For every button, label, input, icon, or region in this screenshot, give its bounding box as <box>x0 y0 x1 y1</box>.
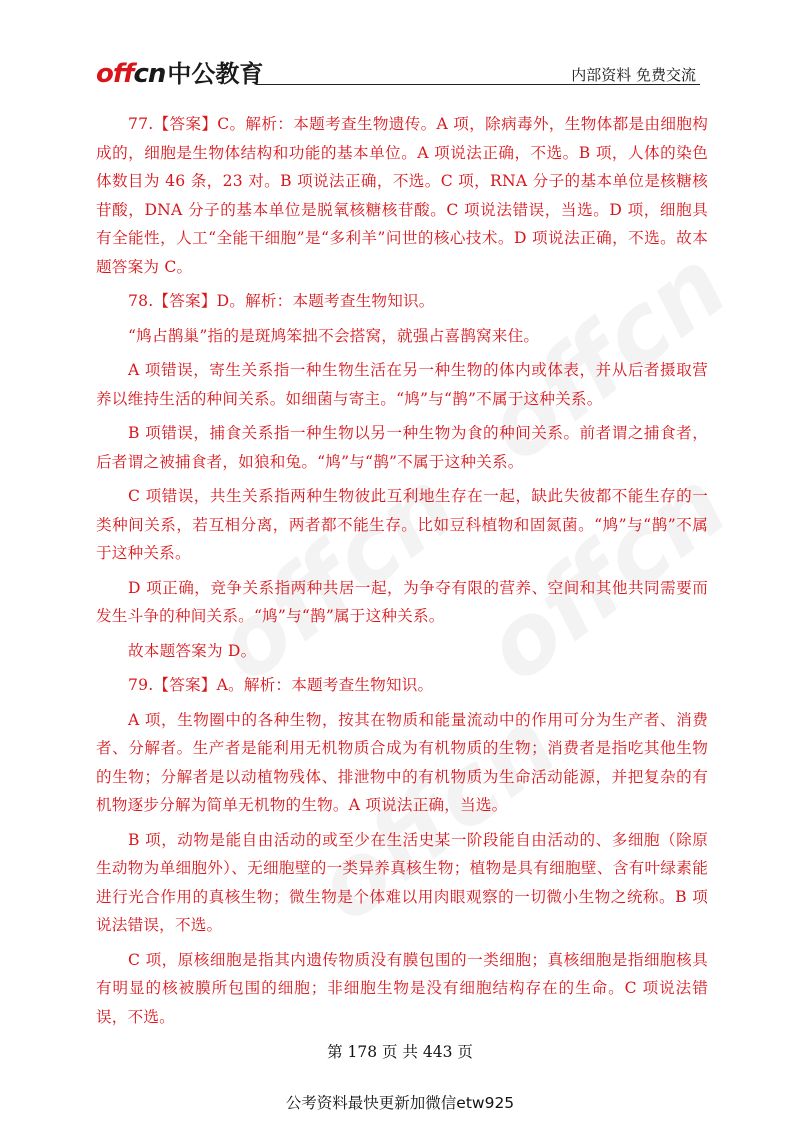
header-note: 内部资料 免费交流 <box>571 66 696 84</box>
page-header <box>96 54 700 88</box>
paragraph-79-option-c: C 项，原核细胞是指其内遗传物质没有膜包围的一类细胞；真核细胞是指细胞核具有明显的核被膜所包围的细胞；非细胞生物是没有细胞结构存在的生命。C 项说法错误，不选。 <box>96 950 708 1026</box>
logo-chinese: 中公教育 <box>167 60 264 88</box>
logo-latin: offcn <box>96 59 166 89</box>
paragraph-79-answer: 79.【答案】A。解析：本题考查生物知识。 <box>128 676 434 694</box>
paragraph-78-option-c: C 项错误，共生关系指两种生物彼此互利地生存在一起，缺此失彼都不能生存的一类种间关系，若互相分离，两者都不能生存。比如豆科植物和固氮菌。“鸠”与“鹊”不属于这种关系。 <box>96 487 708 562</box>
paragraph-78-option-a: A 项错误，寄生关系指一种生物生活在另一种生物的体内或体表，并从后者摄取营养以维持生活的种间关系。如细菌与寄主。“鸠”与“鹊”不属于这种关系。 <box>96 361 708 408</box>
paragraph-77-answer: 77.【答案】C。解析：本题考查生物遗传。A 项，除病毒外，生物体都是由细胞构成的，细胞是生物体结构和功能的基本单位。A 项说法正确，不选。B 项，人体的染色体数目为 46 条，23 对。B 项说法正确，不选。C 项，RNA 分子的基本单位是核糖核苷酸，DNA 分子的基本单位是脱氧核糖核苷酸。C 项说法错误，当选。D 项，细胞具有全能性，人工“全能干细胞”是“多利羊”问世的核心技术。D 项说法正确，不选。故本题答案为 C。 <box>96 115 708 276</box>
paragraph-78-idiom: “鸠占鹊巢”指的是斑鸠笨拙不会搭窝，就强占喜鹊窝来住。 <box>128 326 540 345</box>
paragraph-78-conclusion: 故本题答案为 D。 <box>128 641 257 660</box>
paragraph-78-option-d: D 项正确，竞争关系指两种共居一起，为争夺有限的营养、空间和其他共同需要而发生斗争的种间关系。“鸠”与“鹊”属于这种关系。 <box>96 578 708 625</box>
answer-content <box>96 110 708 1037</box>
paragraph-78-option-b: B 项错误，捕食关系指一种生物以另一种生物为食的种间关系。前者谓之捕食者，后者谓之被捕食者，如狼和兔。“鸠”与“鹊”不属于这种关系。 <box>96 424 708 471</box>
paragraph-79-option-b: B 项，动物是能自由活动的或至少在生活史某一阶段能自由活动的、多细胞（除原生动物为单细胞外）、无细胞壁的一类异养真核生物；植物是具有细胞壁、含有叶绿素能进行光合作用的真核生物；微生物是个体难以用肉眼观察的一切微小生物之统称。B 项说法错误，不选。 <box>96 830 708 934</box>
paragraph-79-option-a: A 项，生物圈中的各种生物，按其在物质和能量流动中的作用可分为生产者、消费者、分解者。生产者是能利用无机物质合成为有机物质的生物；消费者是指吃其他生物的生物；分解者是以动植物残体、排泄物中的有机物质为生命活动能源，并把复杂的有机物逐步分解为简单无机物的生物。A 项说法正确，当选。 <box>96 710 708 814</box>
brand-logo <box>96 54 263 88</box>
footer-note: 公考资料最快更新加微信etw925 <box>285 1094 515 1112</box>
page-number: 第 178 页 共 443 页 <box>327 1043 473 1061</box>
paragraph-78-answer: 78.【答案】D。解析：本题考查生物知识。 <box>128 292 435 310</box>
